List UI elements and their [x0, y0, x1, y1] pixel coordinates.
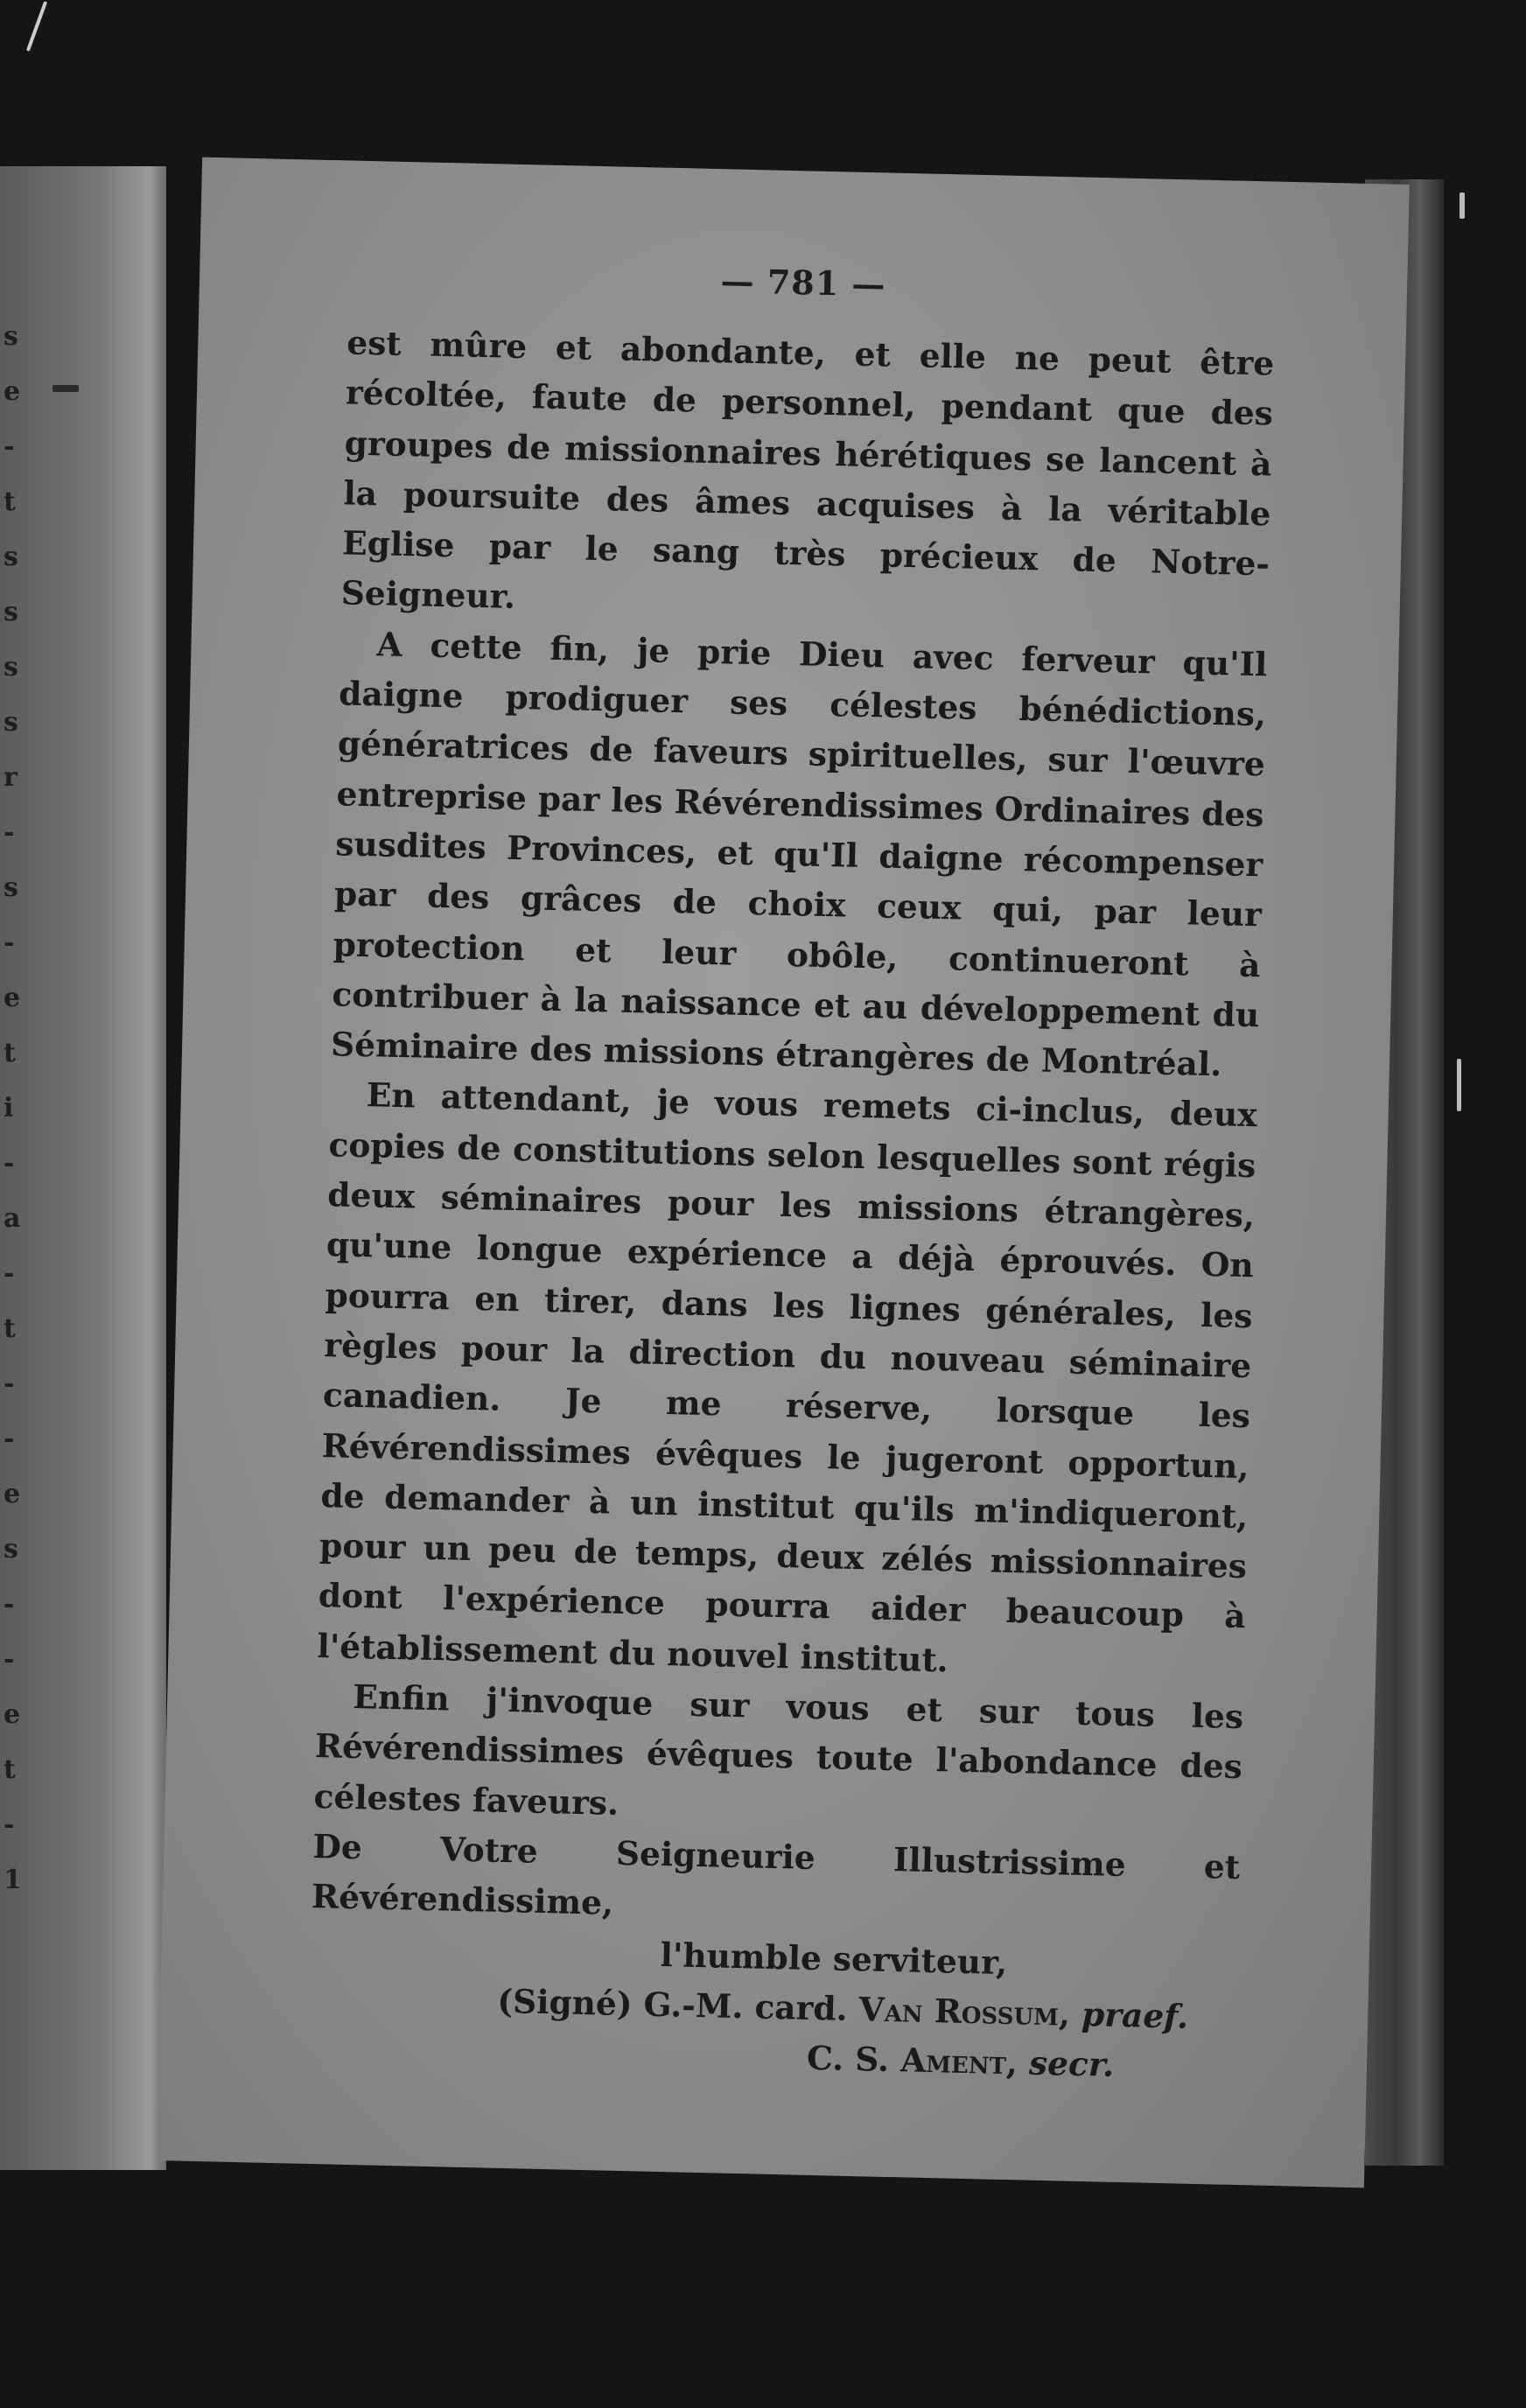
facing-page-fragment: e — [4, 1479, 21, 1509]
book-page — [157, 158, 1410, 2188]
facing-page-fragment: 1 — [4, 1865, 22, 1895]
paragraph-4: Enfin j'invoque sur vous et sur tous les Révérendissimes évêques toute l'abondance des célestes faveurs. — [313, 1677, 1244, 1823]
scan-speck — [52, 385, 79, 392]
secretary-initials: C. S. — [806, 2038, 890, 2080]
facing-page-fragment: t — [4, 486, 16, 517]
signer-name: Van Rossum, — [858, 1990, 1071, 2034]
facing-page-fragment: e — [4, 983, 21, 1013]
page-number: — 781 — — [720, 261, 886, 304]
facing-page-fragment: - — [4, 1258, 15, 1289]
servant-line: l'humble serviteur, — [660, 1935, 1008, 1982]
facing-page-fragment: s — [4, 597, 18, 627]
facing-page-fragment: - — [4, 817, 15, 848]
letter-body — [308, 318, 1275, 2093]
facing-page-fragment: e — [4, 1699, 21, 1730]
facing-page-fragment: a — [4, 1203, 21, 1234]
facing-page-fragment: - — [4, 928, 15, 958]
scan-speck — [26, 1, 47, 52]
facing-page-fragment: s — [4, 542, 18, 572]
paragraph-1: est mûre et abondante, et elle ne peut être récoltée, faute de personnel, pendant que des groupes de missionnaires hérétiques se lancent à la poursuite des âmes acquises à la véritable Eglise par le sang très précieux de Notre-Seigneur. — [340, 323, 1275, 617]
facing-page-fragment: s — [4, 321, 18, 352]
left-facing-page — [0, 166, 166, 2170]
paragraph-3: En attendant, je vous remets ci-inclus, deux copies de constitutions selon lesquelles sont régis deux séminaires pour les missions étrangères, qu'une longue expérience a déjà éprouvés. On pourra en tirer, dans les lignes générales, les règles pour la direction du nouveau séminaire canadien. Je me réserve, lorsque les Révérendissimes évêques le jugeront opportun, de demander à un institut qu'ils m'indiqueront, pour un peu de temps, deux zélés missionnaires dont l'expérience pourra aider beaucoup à l'établissement du nouvel institut. — [317, 1075, 1258, 1680]
facing-page-fragment: s — [4, 872, 18, 903]
facing-page-fragment: r — [4, 762, 18, 793]
salutation: De Votre Seigneurie Illustrissime et Révérendissime, — [311, 1826, 1241, 1923]
facing-page-fragment: t — [4, 1754, 16, 1785]
facing-page-fragment: - — [4, 1644, 15, 1675]
secretary-title: secr. — [1028, 2043, 1115, 2084]
facing-page-fragment: - — [4, 431, 15, 462]
scan-speck — [1457, 1059, 1461, 1111]
facing-page-fragment: - — [4, 1589, 15, 1620]
scan-speck — [1460, 192, 1465, 219]
facing-page-fragment: - — [4, 1424, 15, 1454]
facing-page-fragment: s — [4, 707, 18, 738]
facing-page-fragment: - — [4, 1810, 15, 1840]
facing-page-fragment: e — [4, 376, 21, 407]
signed-prefix: (Signé) G.-M. card. — [496, 1981, 849, 2028]
facing-page-fragment: s — [4, 1534, 18, 1564]
facing-page-fragment: t — [4, 1038, 16, 1068]
signer-title: praef. — [1081, 1994, 1189, 2036]
paragraph-2: A cette fin, je prie Dieu avec ferveur qu'Il daigne prodiguer ses célestes bénédictions, génératrices de faveurs spirituelles, sur l'œuvre entreprise par les Révérendissimes Ordinaires des susdites Provinces, et qu'Il daigne récompenser par des grâces de choix ceux qui, par leur protection et leur obôle, continueront à contribuer à la naissance et au développement du Séminaire des missions étrangères de Montréal. — [330, 625, 1268, 1084]
secretary-name: Ament, — [900, 2040, 1018, 2082]
facing-page-fragment: - — [4, 1368, 15, 1399]
facing-page-fragment: i — [4, 1093, 14, 1124]
facing-page-fragment: - — [4, 1148, 15, 1179]
facing-page-fragment: t — [4, 1313, 16, 1344]
facing-page-fragment: s — [4, 652, 18, 682]
